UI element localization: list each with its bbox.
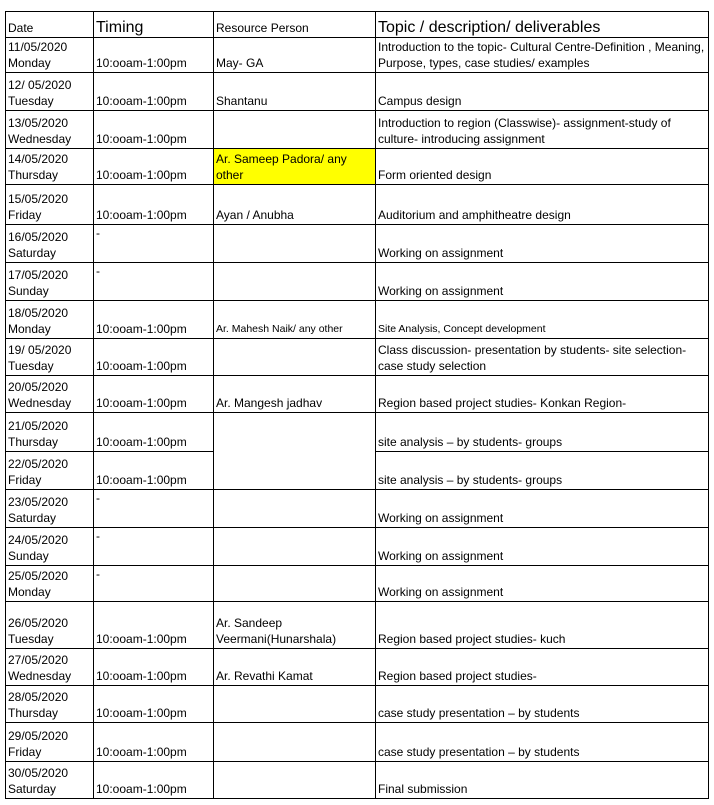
timing-cell: - (94, 528, 214, 566)
day-text: Tuesday (8, 632, 54, 646)
timing-cell: 10:ooam-1:00pm (94, 149, 214, 185)
day-text: Monday (8, 322, 51, 336)
resource-cell (214, 723, 376, 762)
schedule-table (5, 11, 709, 799)
date-text: 22/05/2020 (8, 457, 69, 471)
day-text: Tuesday (8, 94, 54, 108)
day-text: Thursday (8, 435, 59, 449)
resource-cell: Shantanu (214, 73, 376, 111)
topic-cell: Auditorium and amphitheatre design (376, 185, 709, 225)
date-text: 28/05/2020 (8, 690, 69, 704)
date-text: 26/05/2020 (8, 616, 69, 630)
topic-cell: Introduction to the topic- Cultural Centre-Definition , Meaning, Purpose, types, case studies/ examples (376, 38, 709, 73)
day-text: Monday (8, 56, 51, 70)
day-text: Saturday (8, 782, 57, 796)
header-date: Date (6, 12, 94, 38)
timing-cell: 10:ooam-1:00pm (94, 111, 214, 149)
date-cell (6, 185, 94, 225)
resource-cell (214, 686, 376, 723)
date-cell (6, 376, 94, 413)
day-text: Friday (8, 745, 42, 759)
timing-cell: - (94, 566, 214, 602)
resource-cell (214, 566, 376, 602)
date-cell (6, 566, 94, 602)
table-row (6, 263, 709, 301)
resource-cell (214, 490, 376, 528)
table-row (6, 376, 709, 413)
table-row (6, 686, 709, 723)
topic-cell: Class discussion- presentation by students- site selection- case study selection (376, 339, 709, 376)
table-row (6, 339, 709, 376)
topic-cell: Final submission (376, 762, 709, 799)
day-text: Saturday (8, 511, 57, 525)
timing-cell: 10:ooam-1:00pm (94, 686, 214, 723)
date-text: 13/05/2020 (8, 116, 69, 130)
date-cell (6, 263, 94, 301)
resource-cell (214, 339, 376, 376)
timing-cell: 10:ooam-1:00pm (94, 185, 214, 225)
topic-cell: case study presentation – by students (376, 723, 709, 762)
date-cell (6, 38, 94, 73)
date-text: 17/05/2020 (8, 268, 69, 282)
date-cell (6, 73, 94, 111)
header-row (6, 12, 709, 38)
table-row (6, 649, 709, 686)
date-cell (6, 339, 94, 376)
resource-cell: Ar. Revathi Kamat (214, 649, 376, 686)
date-text: 30/05/2020 (8, 766, 69, 780)
date-text: 16/05/2020 (8, 230, 69, 244)
timing-cell: - (94, 490, 214, 528)
date-cell (6, 649, 94, 686)
table-row (6, 723, 709, 762)
resource-cell (214, 263, 376, 301)
topic-cell: Site Analysis, Concept development (376, 301, 709, 339)
date-cell (6, 111, 94, 149)
date-cell (6, 452, 94, 490)
topic-cell: Campus design (376, 73, 709, 111)
date-cell (6, 602, 94, 649)
date-cell (6, 723, 94, 762)
timing-cell: - (94, 225, 214, 263)
date-text: 29/05/2020 (8, 729, 69, 743)
date-text: 18/05/2020 (8, 306, 69, 320)
day-text: Sunday (8, 284, 49, 298)
topic-cell: Working on assignment (376, 225, 709, 263)
date-text: 15/05/2020 (8, 192, 69, 206)
timing-cell: 10:ooam-1:00pm (94, 73, 214, 111)
table-row (6, 111, 709, 149)
topic-cell: Working on assignment (376, 528, 709, 566)
day-text: Friday (8, 473, 42, 487)
resource-cell: Ar. Mahesh Naik/ any other (214, 301, 376, 339)
timing-cell: 10:ooam-1:00pm (94, 38, 214, 73)
date-cell (6, 686, 94, 723)
date-text: 19/ 05/2020 (8, 343, 72, 357)
table-row (6, 73, 709, 111)
table-row (6, 301, 709, 339)
resource-cell: Ar. Sandeep Veermani(Hunarshala) (214, 602, 376, 649)
date-cell (6, 225, 94, 263)
timing-cell: 10:ooam-1:00pm (94, 452, 214, 490)
resource-cell (214, 413, 376, 490)
day-text: Sunday (8, 549, 49, 563)
resource-cell-highlighted: Ar. Sameep Padora/ any other (214, 149, 376, 185)
day-text: Wednesday (8, 669, 72, 683)
day-text: Wednesday (8, 396, 72, 410)
date-text: 27/05/2020 (8, 653, 69, 667)
topic-cell: Region based project studies- Konkan Region- (376, 376, 709, 413)
date-text: 23/05/2020 (8, 495, 69, 509)
table-row (6, 528, 709, 566)
topic-cell: Form oriented design (376, 149, 709, 185)
header-resource: Resource Person (214, 12, 376, 38)
topic-cell: Region based project studies- (376, 649, 709, 686)
resource-cell (214, 528, 376, 566)
date-text: 14/05/2020 (8, 152, 69, 166)
table-row (6, 38, 709, 73)
table-row (6, 602, 709, 649)
topic-cell: site analysis – by students- groups (376, 413, 709, 452)
topic-cell: Region based project studies- kuch (376, 602, 709, 649)
date-cell (6, 528, 94, 566)
date-cell (6, 413, 94, 452)
topic-cell: site analysis – by students- groups (376, 452, 709, 490)
day-text: Thursday (8, 168, 59, 182)
timing-cell: 10:ooam-1:00pm (94, 339, 214, 376)
timing-cell: 10:ooam-1:00pm (94, 762, 214, 799)
date-cell (6, 149, 94, 185)
date-cell (6, 301, 94, 339)
timing-cell: 10:ooam-1:00pm (94, 376, 214, 413)
date-text: 25/05/2020 (8, 569, 69, 583)
resource-cell (214, 762, 376, 799)
topic-cell: Working on assignment (376, 566, 709, 602)
day-text: Tuesday (8, 359, 54, 373)
table-row (6, 225, 709, 263)
table-row (6, 413, 709, 452)
resource-cell: Ayan / Anubha (214, 185, 376, 225)
date-cell (6, 490, 94, 528)
topic-cell: Working on assignment (376, 490, 709, 528)
date-text: 20/05/2020 (8, 380, 69, 394)
date-cell (6, 762, 94, 799)
resource-cell (214, 111, 376, 149)
timing-cell: 10:ooam-1:00pm (94, 649, 214, 686)
table-row (6, 185, 709, 225)
day-text: Wednesday (8, 132, 72, 146)
date-text: 21/05/2020 (8, 419, 69, 433)
day-text: Thursday (8, 706, 59, 720)
timing-cell: 10:ooam-1:00pm (94, 413, 214, 452)
table-row (6, 566, 709, 602)
timing-cell: 10:ooam-1:00pm (94, 602, 214, 649)
topic-cell: Introduction to region (Classwise)- assignment-study of culture- introducing assignment (376, 111, 709, 149)
topic-cell: case study presentation – by students (376, 686, 709, 723)
day-text: Saturday (8, 246, 57, 260)
date-text: 24/05/2020 (8, 533, 69, 547)
timing-cell: 10:ooam-1:00pm (94, 301, 214, 339)
header-topic: Topic / description/ deliverables (376, 12, 709, 38)
day-text: Monday (8, 585, 51, 599)
timing-cell: 10:ooam-1:00pm (94, 723, 214, 762)
timing-cell: - (94, 263, 214, 301)
table-row (6, 490, 709, 528)
date-text: 12/ 05/2020 (8, 78, 72, 92)
table-row (6, 762, 709, 799)
resource-cell (214, 225, 376, 263)
day-text: Friday (8, 208, 42, 222)
header-timing: Timing (94, 12, 214, 38)
table-row (6, 149, 709, 185)
topic-cell: Working on assignment (376, 263, 709, 301)
resource-cell: May- GA (214, 38, 376, 73)
date-text: 11/05/2020 (8, 40, 68, 54)
resource-cell: Ar. Mangesh jadhav (214, 376, 376, 413)
